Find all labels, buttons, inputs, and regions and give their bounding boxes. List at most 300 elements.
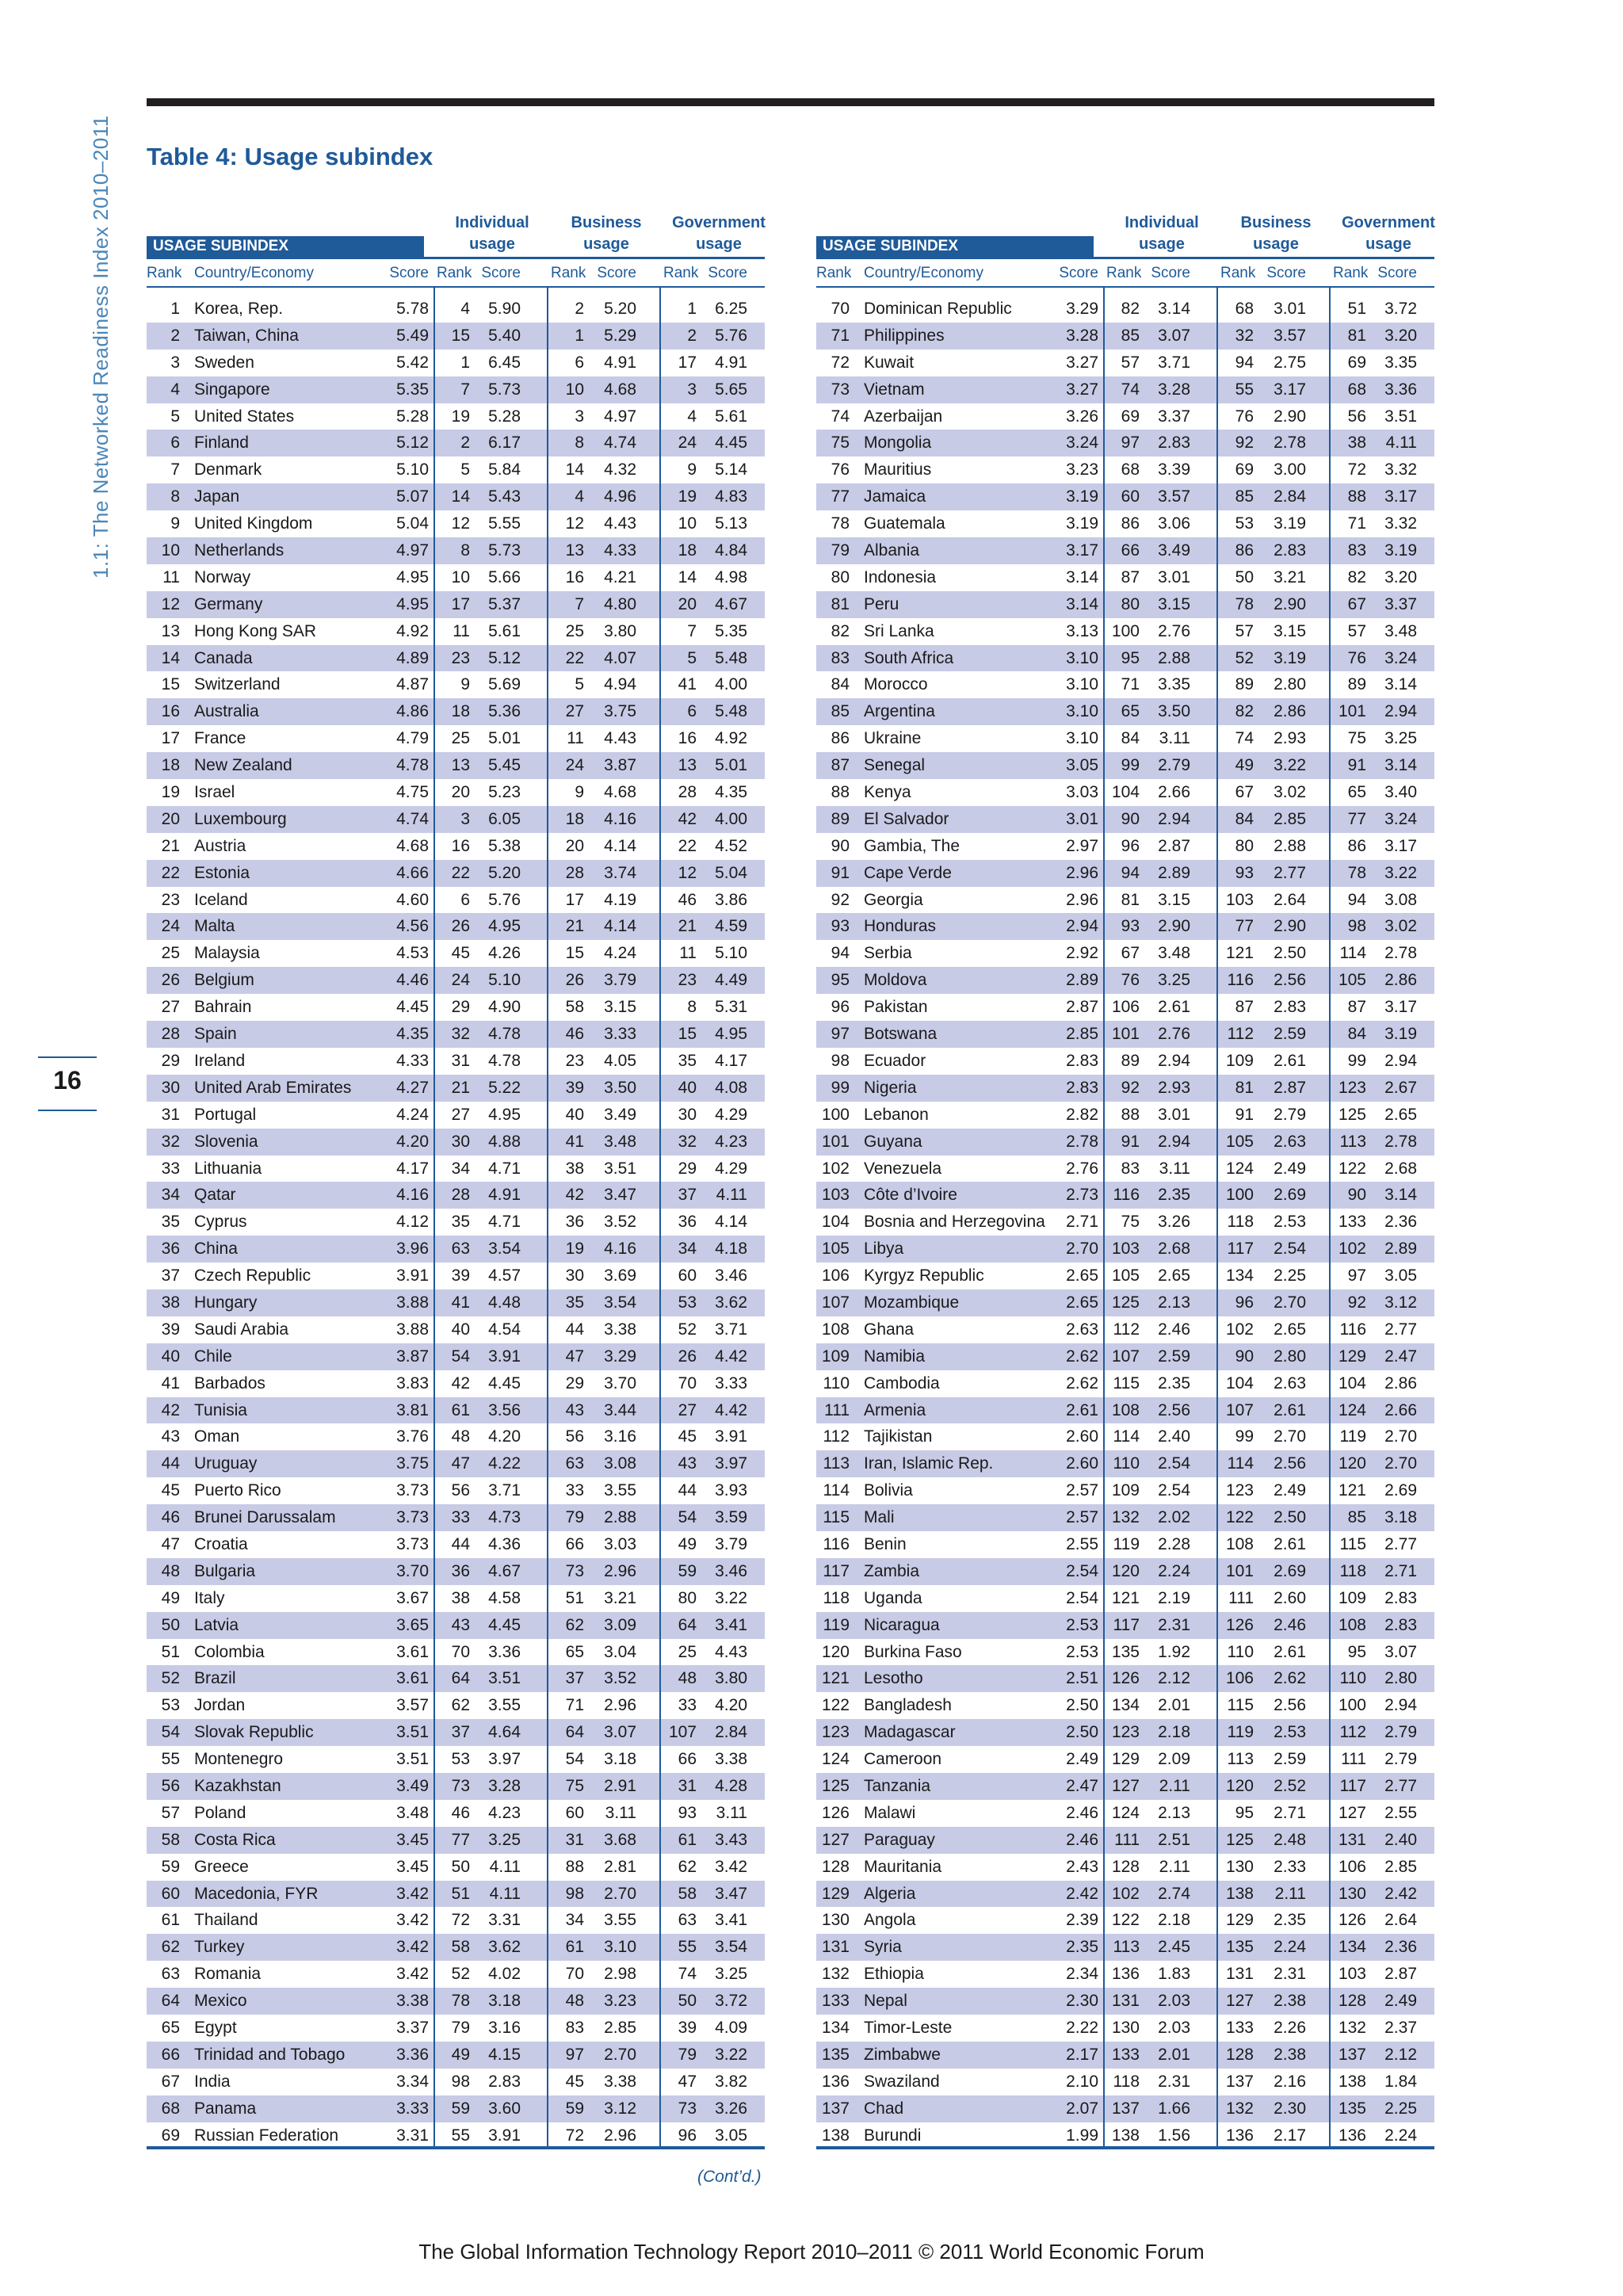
cell-government-score: 4.14 [715,1213,747,1232]
table-row [147,752,765,779]
cell-government-score: 3.17 [1384,487,1417,506]
cell-government-score: 4.28 [715,1776,747,1795]
cell-business-score: 3.69 [604,1266,636,1286]
cell-individual-rank: 65 [1121,702,1140,721]
cell-business-score: 2.96 [604,2126,636,2145]
cell-rank: 133 [821,1992,850,2011]
col-business-score: Score [1266,265,1306,281]
cell-individual-score: 3.26 [1158,1213,1190,1232]
cell-business-score: 2.70 [604,2045,636,2064]
cell-business-rank: 81 [1235,1078,1254,1097]
cell-individual-rank: 39 [451,1266,470,1286]
cell-individual-rank: 45 [451,944,470,963]
cell-business-rank: 92 [1235,434,1254,453]
table-row [147,1450,765,1477]
cell-country: Gambia, The [864,836,960,855]
cell-individual-rank: 42 [451,1373,470,1392]
cell-country: Georgia [864,890,923,909]
cell-rank: 107 [821,1293,850,1312]
cell-business-score: 4.91 [604,353,636,372]
cell-individual-score: 3.49 [1158,541,1190,560]
continued-note: (Cont’d.) [697,2168,762,2186]
table-row [816,1988,1434,2015]
cell-country: Panama [194,2099,257,2118]
cell-overall-score: 4.75 [396,783,429,802]
cell-government-rank: 88 [1347,487,1366,506]
cell-individual-rank: 55 [451,2126,470,2145]
cell-government-rank: 137 [1338,2045,1366,2064]
cell-individual-score: 3.91 [488,1347,521,1366]
cell-individual-rank: 15 [451,326,470,345]
table-row [816,1075,1434,1102]
cell-government-score: 3.62 [715,1293,747,1312]
cell-business-score: 2.84 [1274,487,1306,506]
cell-rank: 75 [831,434,850,453]
cell-overall-score: 4.12 [396,1213,429,1232]
cell-business-score: 2.63 [1274,1373,1306,1392]
table-row [147,591,765,618]
cell-business-rank: 45 [565,2072,584,2091]
cell-government-score: 3.25 [1384,729,1417,748]
cell-individual-score: 3.35 [1158,675,1190,694]
cell-government-rank: 18 [678,541,697,560]
table-row [816,887,1434,914]
cell-overall-score: 2.50 [1066,1696,1098,1715]
cell-business-score: 3.11 [605,1803,636,1822]
cell-government-rank: 132 [1338,2019,1366,2037]
cell-rank: 68 [161,2099,180,2118]
cell-individual-score: 1.83 [1158,1965,1190,1984]
cell-individual-score: 3.97 [488,1750,521,1769]
cell-rank: 108 [821,1320,850,1339]
cell-government-score: 2.79 [1384,1750,1417,1769]
cell-government-rank: 101 [1338,702,1366,721]
cell-rank: 111 [824,1400,850,1419]
cell-country: Mauritania [864,1857,942,1876]
cell-business-rank: 21 [565,917,584,936]
cell-government-score: 3.97 [715,1454,747,1473]
cell-business-score: 2.59 [1274,1750,1306,1769]
cell-individual-rank: 112 [1113,1320,1140,1339]
cell-individual-score: 3.28 [1158,380,1190,399]
cell-overall-score: 2.83 [1066,1051,1098,1070]
cell-overall-score: 4.74 [396,809,429,828]
cell-individual-rank: 124 [1111,1803,1140,1822]
cell-country: Malta [194,917,235,936]
cell-country: Burkina Faso [864,1642,962,1661]
cell-government-rank: 111 [1341,1750,1366,1769]
cell-overall-score: 4.35 [396,1025,429,1044]
cell-government-rank: 107 [668,1723,697,1742]
cell-overall-score: 2.53 [1066,1642,1098,1661]
cell-government-score: 3.18 [1384,1508,1417,1527]
cell-business-rank: 9 [575,783,584,802]
cell-government-score: 2.65 [1384,1105,1417,1124]
cell-country: Russian Federation [194,2126,339,2145]
table-row [147,940,765,967]
cell-rank: 24 [161,917,180,936]
table-row [147,1558,765,1585]
table-row [816,1477,1434,1504]
cell-country: Ireland [194,1051,246,1070]
cell-overall-score: 4.60 [396,890,429,909]
cell-individual-score: 5.66 [488,567,521,586]
cell-individual-rank: 47 [451,1454,470,1473]
cell-government-score: 4.08 [715,1078,747,1097]
cell-individual-score: 5.28 [488,407,521,426]
cell-overall-score: 3.10 [1066,675,1098,694]
cell-individual-rank: 103 [1111,1240,1140,1259]
cell-business-score: 2.63 [1274,1132,1306,1151]
cell-business-rank: 99 [1235,1427,1254,1446]
cell-individual-score: 4.67 [488,1561,521,1580]
cell-overall-score: 2.53 [1066,1615,1098,1634]
cell-individual-rank: 109 [1111,1481,1140,1500]
cell-business-rank: 118 [1227,1213,1254,1232]
cell-individual-rank: 5 [460,460,470,479]
cell-government-rank: 51 [1347,300,1366,318]
cell-rank: 14 [161,648,180,667]
cell-individual-score: 5.23 [488,783,521,802]
cell-government-rank: 24 [678,434,697,453]
cell-overall-score: 3.27 [1066,353,1098,372]
cell-overall-score: 5.07 [396,487,429,506]
cell-business-score: 2.88 [604,1508,636,1527]
cell-government-score: 3.08 [1384,890,1417,909]
cell-rank: 94 [831,944,850,963]
cell-rank: 49 [161,1588,180,1607]
cell-business-rank: 125 [1225,1830,1254,1849]
cell-overall-score: 3.17 [1066,541,1098,560]
cell-country: Spain [194,1025,237,1044]
cell-government-rank: 127 [1338,1803,1366,1822]
cell-business-rank: 12 [565,514,584,533]
cell-overall-score: 2.85 [1066,1025,1098,1044]
cell-business-score: 2.79 [1274,1105,1306,1124]
cell-business-score: 3.44 [604,1400,636,1419]
table-row [147,806,765,833]
cell-business-score: 3.68 [604,1830,636,1849]
cell-country: Kenya [864,783,911,802]
cell-individual-score: 3.48 [1158,944,1190,963]
cell-business-rank: 107 [1225,1400,1254,1419]
cell-overall-score: 3.49 [396,1776,429,1795]
table-row [147,1746,765,1773]
cell-individual-rank: 40 [451,1320,470,1339]
cell-overall-score: 3.37 [396,2019,429,2037]
cell-overall-score: 2.07 [1066,2099,1098,2118]
cell-country: Luxembourg [194,809,287,828]
cell-rank: 25 [161,944,180,963]
cell-business-rank: 6 [575,353,584,372]
table-row [147,430,765,457]
cell-country: Thailand [194,1911,258,1930]
cell-government-rank: 54 [678,1508,697,1527]
cell-overall-score: 2.71 [1066,1213,1098,1232]
cell-overall-score: 3.38 [396,1992,429,2011]
table-row [816,645,1434,672]
cell-business-rank: 56 [565,1427,584,1446]
cell-individual-rank: 48 [451,1427,470,1446]
cell-government-score: 4.18 [715,1240,747,1259]
col-business-rank: Rank [1220,265,1256,281]
cell-overall-score: 5.04 [396,514,429,533]
cell-business-score: 4.43 [604,729,636,748]
cell-rank: 54 [161,1723,180,1742]
cell-individual-score: 5.43 [488,487,521,506]
cell-individual-rank: 72 [451,1911,470,1930]
cell-business-rank: 31 [565,1830,584,1849]
cell-government-score: 3.19 [1384,541,1417,560]
cell-overall-score: 3.10 [1066,702,1098,721]
cell-overall-score: 4.56 [396,917,429,936]
cell-overall-score: 4.53 [396,944,429,963]
cell-country: Netherlands [194,541,285,560]
cell-rank: 22 [161,863,180,882]
cell-business-rank: 136 [1225,2126,1254,2145]
cell-government-score: 2.68 [1384,1159,1417,1178]
cell-business-rank: 93 [1235,863,1254,882]
cell-business-score: 2.38 [1274,2045,1306,2064]
table-row [816,457,1434,483]
cell-business-score: 2.50 [1274,1508,1306,1527]
cell-country: Cameroon [864,1750,942,1769]
cell-country: Indonesia [864,567,937,586]
cell-business-rank: 98 [565,1884,584,1903]
cell-individual-rank: 111 [1114,1830,1140,1849]
cell-business-rank: 1 [575,326,584,345]
table-row [816,1665,1434,1692]
cell-government-rank: 74 [678,1965,697,1984]
cell-individual-score: 3.51 [488,1669,521,1688]
cell-business-score: 2.38 [1274,1992,1306,2011]
table-row [816,671,1434,698]
cell-government-rank: 37 [678,1186,697,1205]
cell-individual-score: 3.16 [488,2019,521,2037]
table-row [816,1343,1434,1370]
cell-business-rank: 13 [565,541,584,560]
cell-individual-rank: 95 [1121,648,1140,667]
cell-country: Swaziland [864,2072,940,2091]
table-row [147,1585,765,1612]
cell-rank: 128 [821,1857,850,1876]
cell-individual-score: 2.13 [1158,1293,1190,1312]
cell-rank: 86 [831,729,850,748]
cell-business-rank: 82 [1235,702,1254,721]
cell-rank: 34 [161,1186,180,1205]
cell-government-score: 3.48 [1384,621,1417,640]
cell-individual-rank: 4 [460,300,470,318]
cell-individual-rank: 134 [1111,1696,1140,1715]
cell-individual-rank: 3 [460,809,470,828]
table-row [147,2122,765,2149]
cell-individual-rank: 91 [1121,1132,1140,1151]
cell-business-rank: 68 [1235,300,1254,318]
cell-individual-score: 4.95 [488,1105,521,1124]
cell-government-rank: 130 [1338,1884,1366,1903]
page-number-rule-top [38,1056,97,1058]
table-row [147,1263,765,1289]
cell-individual-score: 4.22 [488,1454,521,1473]
cell-business-score: 3.54 [604,1293,636,1312]
cell-business-score: 4.97 [604,407,636,426]
cell-country: New Zealand [194,756,292,775]
cell-country: Mauritius [864,460,932,479]
cell-country: Colombia [194,1642,265,1661]
cell-rank: 97 [831,1025,850,1044]
table-row [816,510,1434,537]
cell-individual-rank: 63 [451,1240,470,1259]
table-row [147,457,765,483]
cell-government-rank: 27 [678,1400,697,1419]
cell-business-score: 4.43 [604,514,636,533]
cell-individual-rank: 68 [1121,460,1140,479]
cell-rank: 41 [161,1373,180,1392]
cell-individual-rank: 100 [1111,621,1140,640]
cell-government-rank: 35 [678,1051,697,1070]
cell-government-rank: 36 [678,1213,697,1232]
cell-country: Montenegro [194,1750,284,1769]
cell-government-rank: 125 [1338,1105,1366,1124]
cell-country: Uganda [864,1588,922,1607]
cell-government-score: 2.36 [1384,1938,1417,1957]
cell-business-score: 3.07 [604,1723,636,1742]
cell-individual-rank: 132 [1111,1508,1140,1527]
cell-government-score: 4.00 [715,675,747,694]
cell-individual-score: 5.69 [488,675,521,694]
cell-government-score: 3.05 [1384,1266,1417,1286]
cell-business-score: 3.02 [1274,783,1306,802]
cell-individual-score: 2.13 [1158,1803,1190,1822]
cell-government-score: 3.26 [715,2099,747,2118]
table-row [147,1048,765,1075]
cell-business-score: 4.07 [604,648,636,667]
cell-business-rank: 129 [1225,1911,1254,1930]
cell-government-rank: 84 [1347,1025,1366,1044]
cell-individual-rank: 127 [1111,1776,1140,1795]
cell-business-rank: 8 [575,434,584,453]
cell-government-rank: 93 [678,1803,697,1822]
cell-individual-rank: 99 [1121,756,1140,775]
cell-rank: 35 [161,1213,180,1232]
cell-individual-rank: 9 [460,675,470,694]
table-row [816,1397,1434,1424]
cell-government-score: 3.82 [715,2072,747,2091]
cell-rank: 120 [821,1642,850,1661]
cell-country: Mali [864,1508,895,1527]
cell-individual-rank: 28 [451,1186,470,1205]
cell-individual-rank: 41 [451,1293,470,1312]
table-row [816,1881,1434,1908]
cell-overall-score: 3.73 [396,1481,429,1500]
cell-business-score: 5.29 [604,326,636,345]
cell-individual-rank: 22 [451,863,470,882]
table-row [147,1397,765,1424]
cell-overall-score: 2.49 [1066,1750,1098,1769]
cell-business-score: 3.74 [604,863,636,882]
cell-business-rank: 79 [565,1508,584,1527]
cell-business-rank: 52 [1235,648,1254,667]
cell-government-score: 5.76 [715,326,747,345]
cell-business-score: 2.65 [1274,1320,1306,1339]
cell-individual-rank: 96 [1121,836,1140,855]
cell-overall-score: 3.31 [396,2126,429,2145]
cell-country: Lithuania [194,1159,262,1178]
cell-country: Bangladesh [864,1696,952,1715]
cell-government-score: 3.20 [1384,326,1417,345]
cell-country: Tanzania [864,1776,931,1795]
cell-business-score: 2.56 [1274,1696,1306,1715]
cell-overall-score: 3.42 [396,1965,429,1984]
cell-rank: 66 [161,2045,180,2064]
cell-government-rank: 53 [678,1293,697,1312]
cell-government-rank: 32 [678,1132,697,1151]
cell-government-rank: 87 [1347,998,1366,1017]
cell-individual-rank: 118 [1113,2072,1140,2091]
cell-government-score: 4.52 [715,836,747,855]
cell-individual-score: 4.26 [488,944,521,963]
cell-rank: 59 [161,1857,180,1876]
cell-individual-score: 4.58 [488,1588,521,1607]
cell-business-score: 2.85 [1274,809,1306,828]
cell-government-rank: 61 [678,1830,697,1849]
cell-overall-score: 3.83 [396,1373,429,1392]
cell-business-score: 2.26 [1274,2019,1306,2037]
cell-country: Syria [864,1938,902,1957]
cell-business-score: 3.48 [604,1132,636,1151]
cell-overall-score: 4.89 [396,648,429,667]
cell-country: Jordan [194,1696,246,1715]
cell-business-score: 2.16 [1274,2072,1306,2091]
cell-overall-score: 2.73 [1066,1186,1098,1205]
cell-country: Tajikistan [864,1427,933,1446]
cell-overall-score: 2.34 [1066,1965,1098,1984]
cell-government-score: 2.66 [1384,1400,1417,1419]
cell-business-rank: 62 [565,1615,584,1634]
cell-business-rank: 42 [565,1186,584,1205]
cell-government-score: 5.61 [715,407,747,426]
cell-government-rank: 33 [678,1696,697,1715]
cell-rank: 10 [161,541,180,560]
cell-government-rank: 90 [1347,1186,1366,1205]
cell-business-rank: 67 [1235,783,1254,802]
cell-overall-score: 3.27 [1066,380,1098,399]
cell-business-score: 2.52 [1274,1776,1306,1795]
cell-country: Morocco [864,675,928,694]
cell-individual-rank: 12 [451,514,470,533]
cell-country: Tunisia [194,1400,247,1419]
cell-government-score: 5.65 [715,380,747,399]
table-row [816,1907,1434,1934]
cell-business-score: 2.86 [1274,702,1306,721]
cell-government-score: 3.38 [715,1750,747,1769]
cell-overall-score: 3.10 [1066,729,1098,748]
cell-country: Iran, Islamic Rep. [864,1454,994,1473]
column-divider [547,287,548,2146]
cell-individual-score: 2.83 [1158,434,1190,453]
cell-business-score: 3.21 [1274,567,1306,586]
cell-government-rank: 91 [1347,756,1366,775]
cell-individual-score: 5.55 [488,514,521,533]
cell-government-score: 1.84 [1384,2072,1417,2091]
cell-individual-score: 4.73 [488,1508,521,1527]
cell-individual-score: 2.90 [1158,917,1190,936]
cell-rank: 42 [161,1400,180,1419]
cell-government-rank: 78 [1347,863,1366,882]
cell-country: Ukraine [864,729,922,748]
table-row [147,537,765,564]
cell-government-score: 2.85 [1384,1857,1417,1876]
